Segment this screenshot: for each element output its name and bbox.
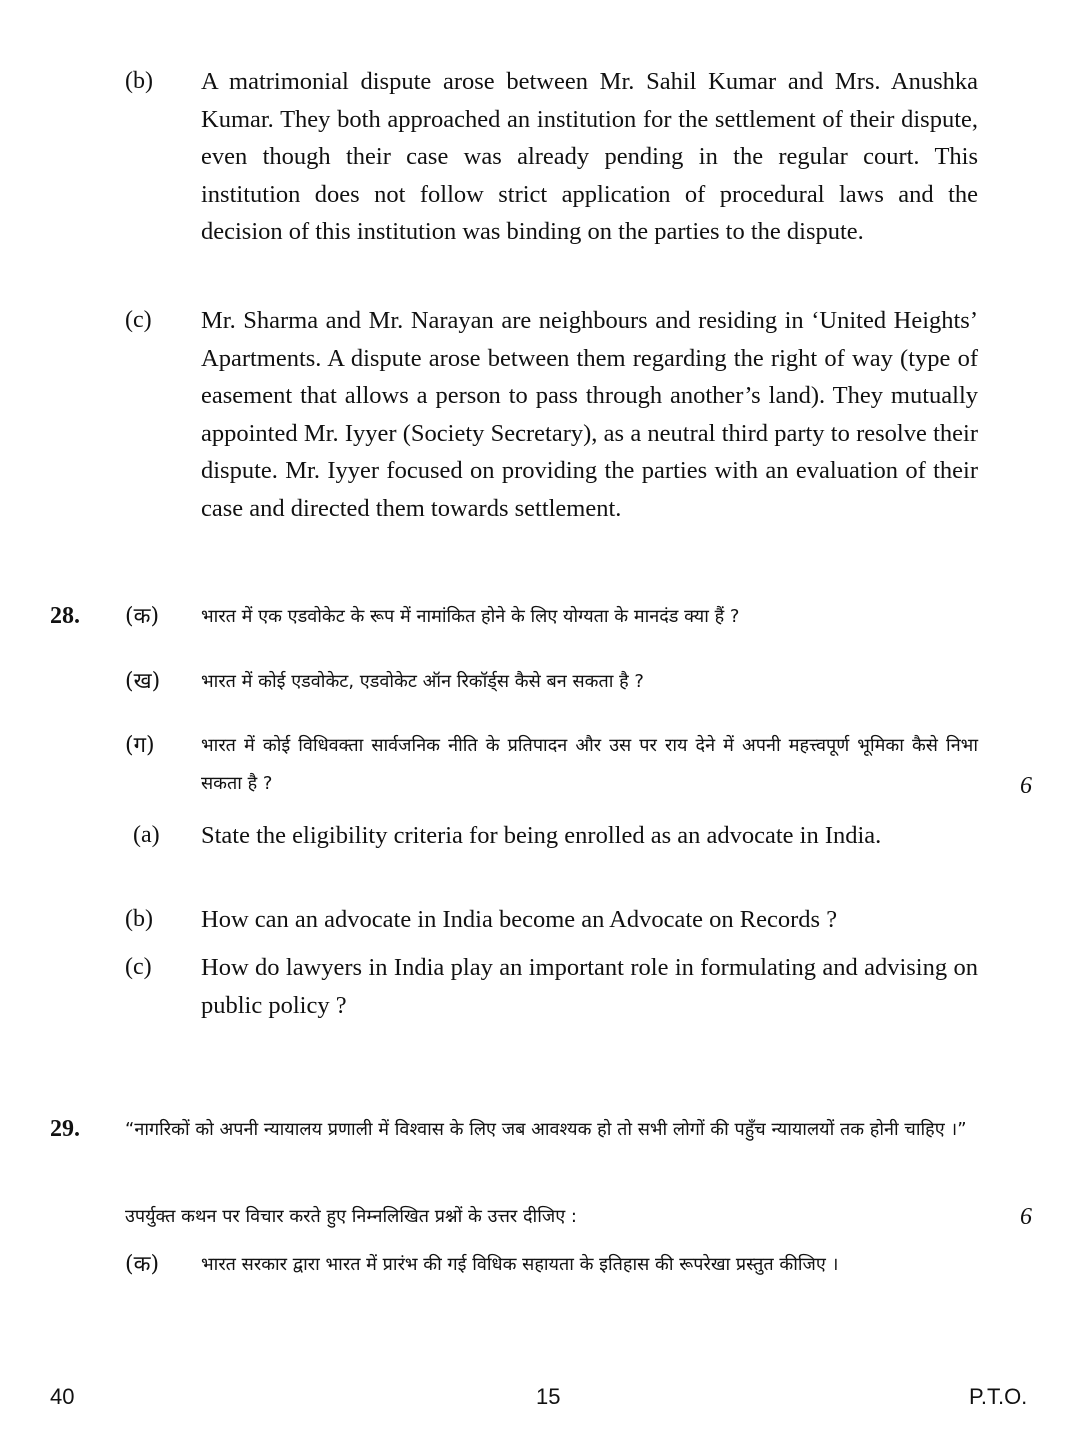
q27-c-text: Mr. Sharma and Mr. Narayan are neighbours and residing in ‘United Heights’ Apartments. A dispute arose between them regarding the right of way (type of easement that allows a person to pass through another’s land). They mutually appointed Mr. Iyyer (Society Secretary), as a neutral third party to resolve their dispute. Mr. Iyyer focused on providing the parties with an evaluation of their case and directed them towards settlement. xyxy=(201,307,978,522)
q28-ga-text: भारत में कोई विधिवक्ता सार्वजनिक नीति के प्रतिपादन और उस पर राय देने में अपनी महत्त्वपूर्ण भूमिका कैसे निभा सकता है ? xyxy=(201,735,978,794)
q29-ka-text: भारत सरकार द्वारा भारत में प्रारंभ की गई विधिक सहायता के इतिहास की रूपरेखा प्रस्तुत कीजिए । xyxy=(201,1254,839,1275)
pto-label: P.T.O. xyxy=(969,1384,1028,1409)
q29-number: 29. xyxy=(50,1116,80,1142)
q28-kha-label: (ख) xyxy=(125,669,161,694)
q28-c-text: How do lawyers in India play an important role in formulating and advising on public policy ? xyxy=(201,954,978,1019)
q28-a-text: State the eligibility criteria for being enrolled as an advocate in India. xyxy=(201,822,882,849)
q28-kha-text: भारत में कोई एडवोकेट, एडवोकेट ऑन रिकॉर्ड्स कैसे बन सकता है ? xyxy=(201,671,644,692)
q29-ka-label: (क) xyxy=(125,1252,160,1277)
q28-a-label: (a) xyxy=(133,822,160,848)
q28-b-label: (b) xyxy=(125,906,153,932)
q28-c-label: (c) xyxy=(125,954,152,980)
q27-b-label: (b) xyxy=(125,68,153,94)
q28-number: 28. xyxy=(50,603,80,629)
q27-b-text: A matrimonial dispute arose between Mr. Sahil Kumar and Mrs. Anushka Kumar. They both approached an institution for the settlement of their dispute, even though their case was already pending in the regular court. This institution does not follow strict application of procedural laws and the decision of this institution was binding on the parties to the dispute. xyxy=(201,68,978,246)
q27-c-label: (c) xyxy=(125,307,152,333)
q28-ga-label: (ग) xyxy=(125,733,155,758)
q29-instruction: उपर्युक्त कथन पर विचार करते हुए निम्नलिखित प्रश्नों के उत्तर दीजिए : xyxy=(125,1206,577,1227)
paper-code: 40 xyxy=(50,1384,75,1409)
page-number: 15 xyxy=(536,1384,561,1409)
q28-b-text: How can an advocate in India become an Advocate on Records ? xyxy=(201,906,838,933)
q28-ka-text: भारत में एक एडवोकेट के रूप में नामांकित होने के लिए योग्यता के मानदंड क्या हैं ? xyxy=(201,606,740,627)
q29-quote: “नागरिकों को अपनी न्यायालय प्रणाली में विश्वास के लिए जब आवश्यक हो तो सभी लोगों की पहुँच न्यायालयों तक होनी चाहिए ।” xyxy=(125,1119,967,1140)
q28-marks: 6 xyxy=(1020,773,1032,799)
q29-marks: 6 xyxy=(1020,1204,1032,1230)
q28-ka-label: (क) xyxy=(125,604,160,629)
